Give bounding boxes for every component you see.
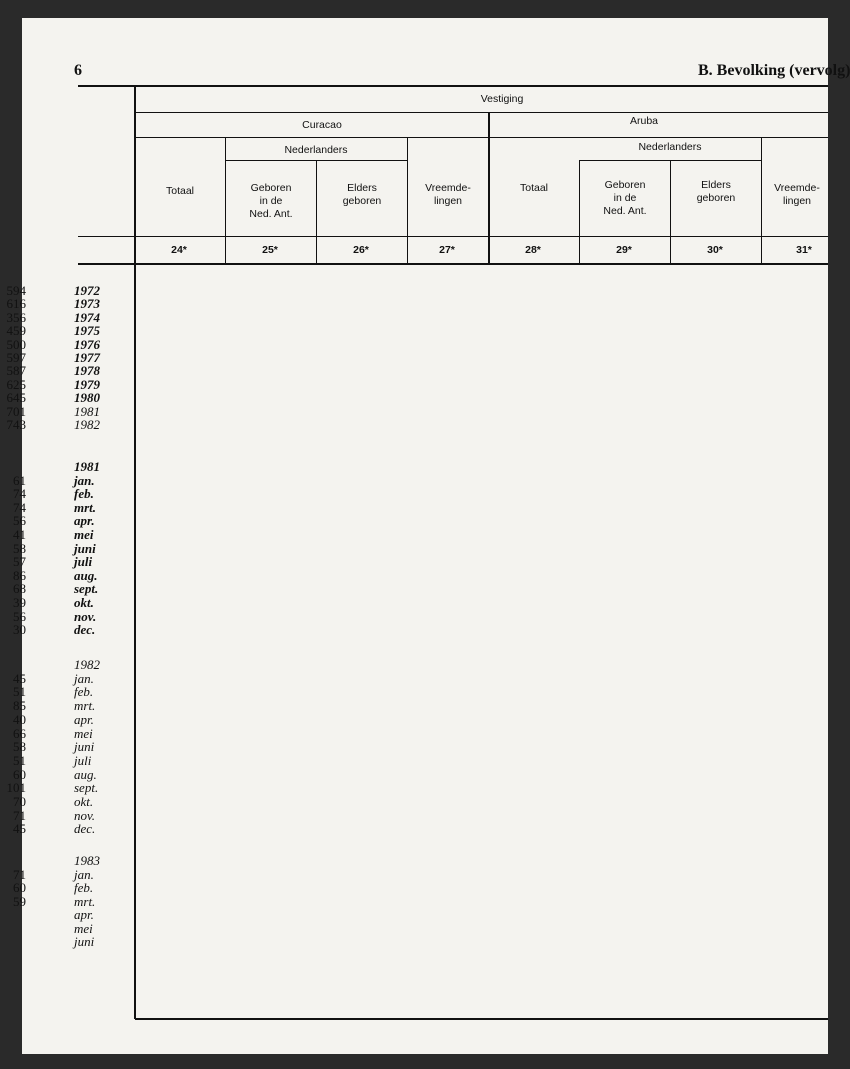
cell-col-31: 74 (13, 486, 26, 502)
row-label: dec. (74, 821, 96, 837)
row-label: 1983 (74, 853, 100, 868)
row-label: feb. (74, 684, 94, 700)
cell-col-31: 459 (6, 323, 26, 339)
table-bottom-rule (135, 1018, 828, 1020)
header-totaal-curacao: Totaal (165, 185, 195, 197)
cell-col-31: 40 (13, 711, 26, 727)
row-label: 1979 (74, 376, 100, 392)
rule-aru-geb (670, 160, 671, 263)
rule-cur-geb (316, 160, 317, 263)
cell-col-31: 701 (6, 403, 26, 419)
header-bottom-rule (78, 236, 828, 237)
header-aruba: Aruba (629, 115, 659, 127)
row-label: apr. (74, 711, 94, 727)
row-label: aug. (74, 567, 98, 583)
cell-col-31: 594 (6, 283, 26, 298)
row-label: okt. (74, 794, 94, 809)
header-geboren-curacao (231, 182, 311, 221)
cell-col-31: 645 (6, 390, 26, 406)
row-label: juli (74, 554, 93, 570)
section-title: B. Bevolking (vervolg) (698, 62, 850, 79)
row-label: jan. (74, 670, 94, 686)
row-label: 1982 (74, 657, 100, 672)
cell-col-31: 59 (13, 893, 26, 909)
row-label: nov. (74, 608, 97, 624)
column-number: 25* (262, 244, 278, 256)
row-label: 1975 (74, 323, 100, 339)
row-label: 1973 (74, 296, 100, 312)
header-nederlanders-curacao: Nederlanders (284, 144, 348, 156)
cell-col-31: 58 (13, 739, 26, 755)
cell-col-31: 60 (13, 880, 26, 895)
cell-col-31: 68 (13, 581, 26, 597)
cell-col-31: 41 (13, 527, 26, 542)
header-elders-aruba (676, 179, 756, 205)
cell-col-31: 616 (6, 296, 26, 312)
header-vreemd-l1: Vreemde- (774, 182, 820, 194)
row-label: jan. (74, 472, 95, 488)
row-label: 1981 (74, 459, 100, 474)
row-label: mrt. (74, 499, 97, 515)
row-label: juni (74, 739, 95, 755)
cell-col-31: 56 (13, 513, 26, 529)
header-curacao: Curacao (302, 119, 342, 131)
header-nederlanders-aruba: Nederlanders (638, 141, 702, 153)
row-label: 1974 (74, 309, 100, 325)
header-elders-curacao (322, 182, 402, 208)
row-label: mrt. (74, 893, 96, 909)
cell-col-31: 56 (13, 608, 26, 624)
header-elders-l2: geboren (342, 195, 382, 207)
cell-col-31: 587 (6, 363, 26, 379)
row-label: apr. (74, 513, 95, 529)
row-label: 1976 (74, 336, 100, 352)
cell-col-31: 85 (13, 698, 26, 714)
header-geboren-l3: Ned. Ant. (603, 205, 647, 217)
column-number: 28* (525, 244, 541, 256)
cell-col-31: 356 (6, 309, 26, 325)
header-vreemd-l2: lingen (433, 195, 463, 207)
rule-aru-ned (579, 160, 580, 263)
cell-col-31: 625 (6, 376, 26, 392)
row-label: mei (74, 725, 93, 741)
row-label: okt. (74, 595, 94, 610)
cell-col-31: 60 (13, 766, 26, 782)
header-geboren-l1: Geboren (604, 179, 646, 191)
header-vreemd-l1: Vreemde- (425, 182, 471, 194)
cell-col-31: 101 (6, 780, 26, 796)
cell-col-31: 58 (13, 540, 26, 556)
row-label: 1982 (74, 417, 100, 432)
cell-col-31: 30 (13, 622, 26, 638)
cell-col-31: 86 (13, 567, 26, 583)
column-number: 24* (171, 244, 187, 256)
island-rule (135, 137, 828, 138)
header-elders-l2: geboren (696, 192, 736, 204)
row-label: 1977 (74, 350, 100, 365)
row-label: dec. (74, 622, 96, 638)
cell-col-31: 66 (13, 725, 26, 741)
row-label: juni (74, 934, 95, 949)
header-totaal-aruba: Totaal (519, 182, 549, 194)
cell-col-31: 51 (13, 752, 26, 768)
vestiging-rule (135, 112, 828, 113)
table-top-rule (78, 85, 828, 87)
row-label: sept. (74, 780, 99, 796)
header-geboren-l2: in de (613, 192, 637, 204)
colnum-rule (78, 263, 828, 265)
row-label: juni (74, 540, 96, 556)
cell-col-31: 45 (13, 821, 26, 837)
cell-col-31: 74 (13, 499, 26, 515)
header-geboren-l2: in de (259, 195, 283, 207)
cell-col-31: 45 (13, 670, 26, 686)
column-number: 26* (353, 244, 369, 256)
row-label: mei (74, 920, 93, 936)
page-number: 6 (74, 62, 82, 79)
row-label: jan. (74, 866, 94, 882)
cell-col-31: 500 (6, 336, 26, 352)
cell-col-31: 71 (13, 807, 26, 823)
row-label: nov. (74, 807, 96, 823)
row-label: aug. (74, 766, 97, 782)
cell-col-31: 70 (13, 794, 26, 809)
row-label: 1972 (74, 283, 100, 298)
cell-col-31: 61 (13, 472, 26, 488)
header-elders-l1: Elders (347, 182, 377, 194)
header-geboren-l3: Ned. Ant. (249, 208, 293, 220)
row-label: apr. (74, 907, 94, 922)
cell-col-31: 57 (13, 554, 26, 570)
row-label: 1980 (74, 390, 100, 406)
cell-col-31: 743 (6, 417, 26, 432)
row-label: mrt. (74, 698, 96, 714)
row-label: mei (74, 527, 94, 542)
document-page (6, 18, 850, 1054)
column-number: 27* (439, 244, 455, 256)
column-number: 30* (707, 244, 723, 256)
cell-col-31: 39 (13, 595, 26, 610)
row-label: sept. (74, 581, 99, 597)
cell-col-31: 71 (13, 866, 26, 882)
rule-cur-eld (407, 137, 408, 263)
header-geboren-aruba (585, 179, 665, 218)
header-elders-l1: Elders (701, 179, 731, 191)
cell-col-31: 597 (6, 350, 26, 365)
row-label: 1978 (74, 363, 100, 379)
header-geboren-l1: Geboren (250, 182, 292, 194)
rule-island-split (488, 112, 490, 263)
header-vreemdelingen-aruba (766, 182, 828, 208)
row-label: juli (74, 752, 92, 768)
row-label: feb. (74, 486, 94, 502)
rule-aru-eld (761, 137, 762, 263)
header-vestiging: Vestiging (480, 93, 524, 105)
row-label: 1981 (74, 403, 100, 419)
rule-cur-ned (225, 137, 226, 263)
header-vreemdelingen-curacao (412, 182, 484, 208)
column-number: 29* (616, 244, 632, 256)
row-label: feb. (74, 880, 94, 895)
stub-rule (134, 85, 136, 1019)
cell-col-31: 51 (13, 684, 26, 700)
column-number: 31* (796, 244, 812, 256)
header-vreemd-l2: lingen (782, 195, 812, 207)
